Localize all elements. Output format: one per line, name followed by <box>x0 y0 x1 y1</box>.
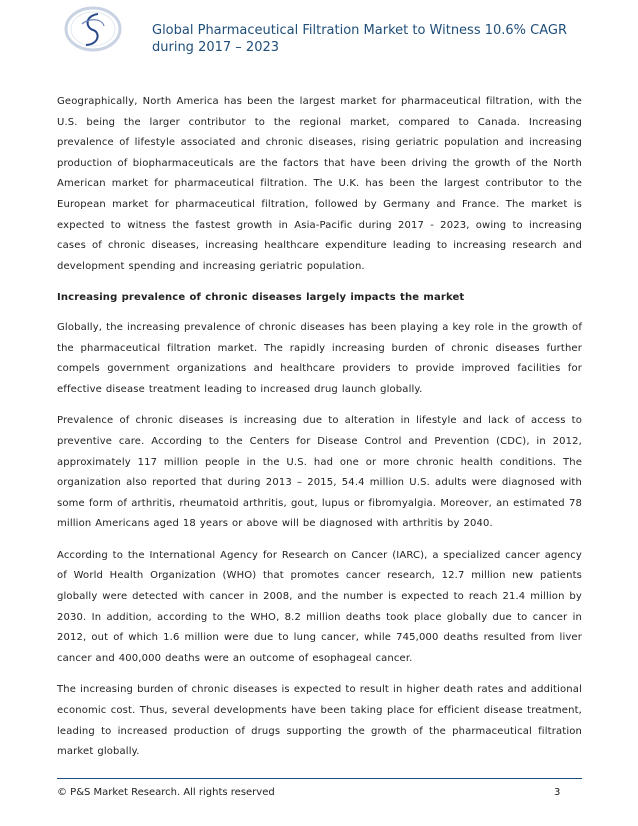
header-title-line2: during 2017 – 2023 <box>152 40 280 55</box>
footer-divider <box>57 778 582 779</box>
paragraph: Globally, the increasing prevalence of chronic diseases has been playing a key role in the growth of the pharmaceutical filtration market. The rapidly increasing burden of chronic diseases further compels government organizations and healthcare providers to provide improved facilities for effective disease treatment leading to increased drug launch globally. <box>57 321 582 395</box>
section-heading: Increasing prevalence of chronic diseases largely impacts the market <box>57 292 465 304</box>
paragraph: Geographically, North America has been the largest market for pharmaceutical filtration, with the U.S. being the larger contributor to the regional market, compared to Canada. Increasing prevalence of lifestyle associated and chronic diseases, rising geriatric population and increasing production of biopharmaceuticals are the factors that have been driving the growth of the North American market for pharmaceutical filtration. The U.K. has been the largest contributor to the European market for pharmaceutical filtration, followed by Germany and France. The market is expected to witness the fastest growth in Asia-Pacific during 2017 - 2023, owing to increasing cases of chronic diseases, increasing healthcare expenditure leading to increasing research and development spending and increasing geriatric population. <box>57 96 582 272</box>
paragraph: Prevalence of chronic diseases is increasing due to alteration in lifestyle and lack of access to preventive care. According to the Centers for Disease Control and Prevention (CDC), in 2012, approximately 117 million people in the U.S. had one or more chronic health conditions. The organization also reported that during 2013 – 2015, 54.4 million U.S. adults were diagnosed with some form of arthritis, rheumatoid arthritis, gout, lupus or fibromyalgia. Moreover, an estimated 78 million Americans aged 18 years or above will be diagnosed with arthritis by 2040. <box>57 415 582 530</box>
header-title: Global Pharmaceutical Filtration Market to Witness 10.6% CAGR <box>152 23 568 38</box>
footer-copyright: © P&S Market Research. All rights reserved <box>57 787 275 798</box>
paragraph: According to the International Agency for Research on Cancer (IARC), a specialized cancer agency of World Health Organization (WHO) that promotes cancer research, 12.7 million new patients globally were detected with cancer in 2008, and the number is expected to reach 21.4 million by 2030. In addition, according to the WHO, 8.2 million deaths took place globally due to cancer in 2012, out of which 1.6 million were due to lung cancer, while 745,000 deaths resulted from liver cancer and 400,000 deaths were an outcome of esophageal cancer. <box>57 549 582 664</box>
company-logo <box>60 4 126 54</box>
page-number: 3 <box>554 787 561 798</box>
paragraph: The increasing burden of chronic diseases is expected to result in higher death rates and additional economic cost. Thus, several developments have been taking place for efficient disease treatment, leading to increased production of drugs supporting the growth of the pharmaceutical filtration market globally. <box>57 684 582 758</box>
document-body <box>57 92 582 774</box>
